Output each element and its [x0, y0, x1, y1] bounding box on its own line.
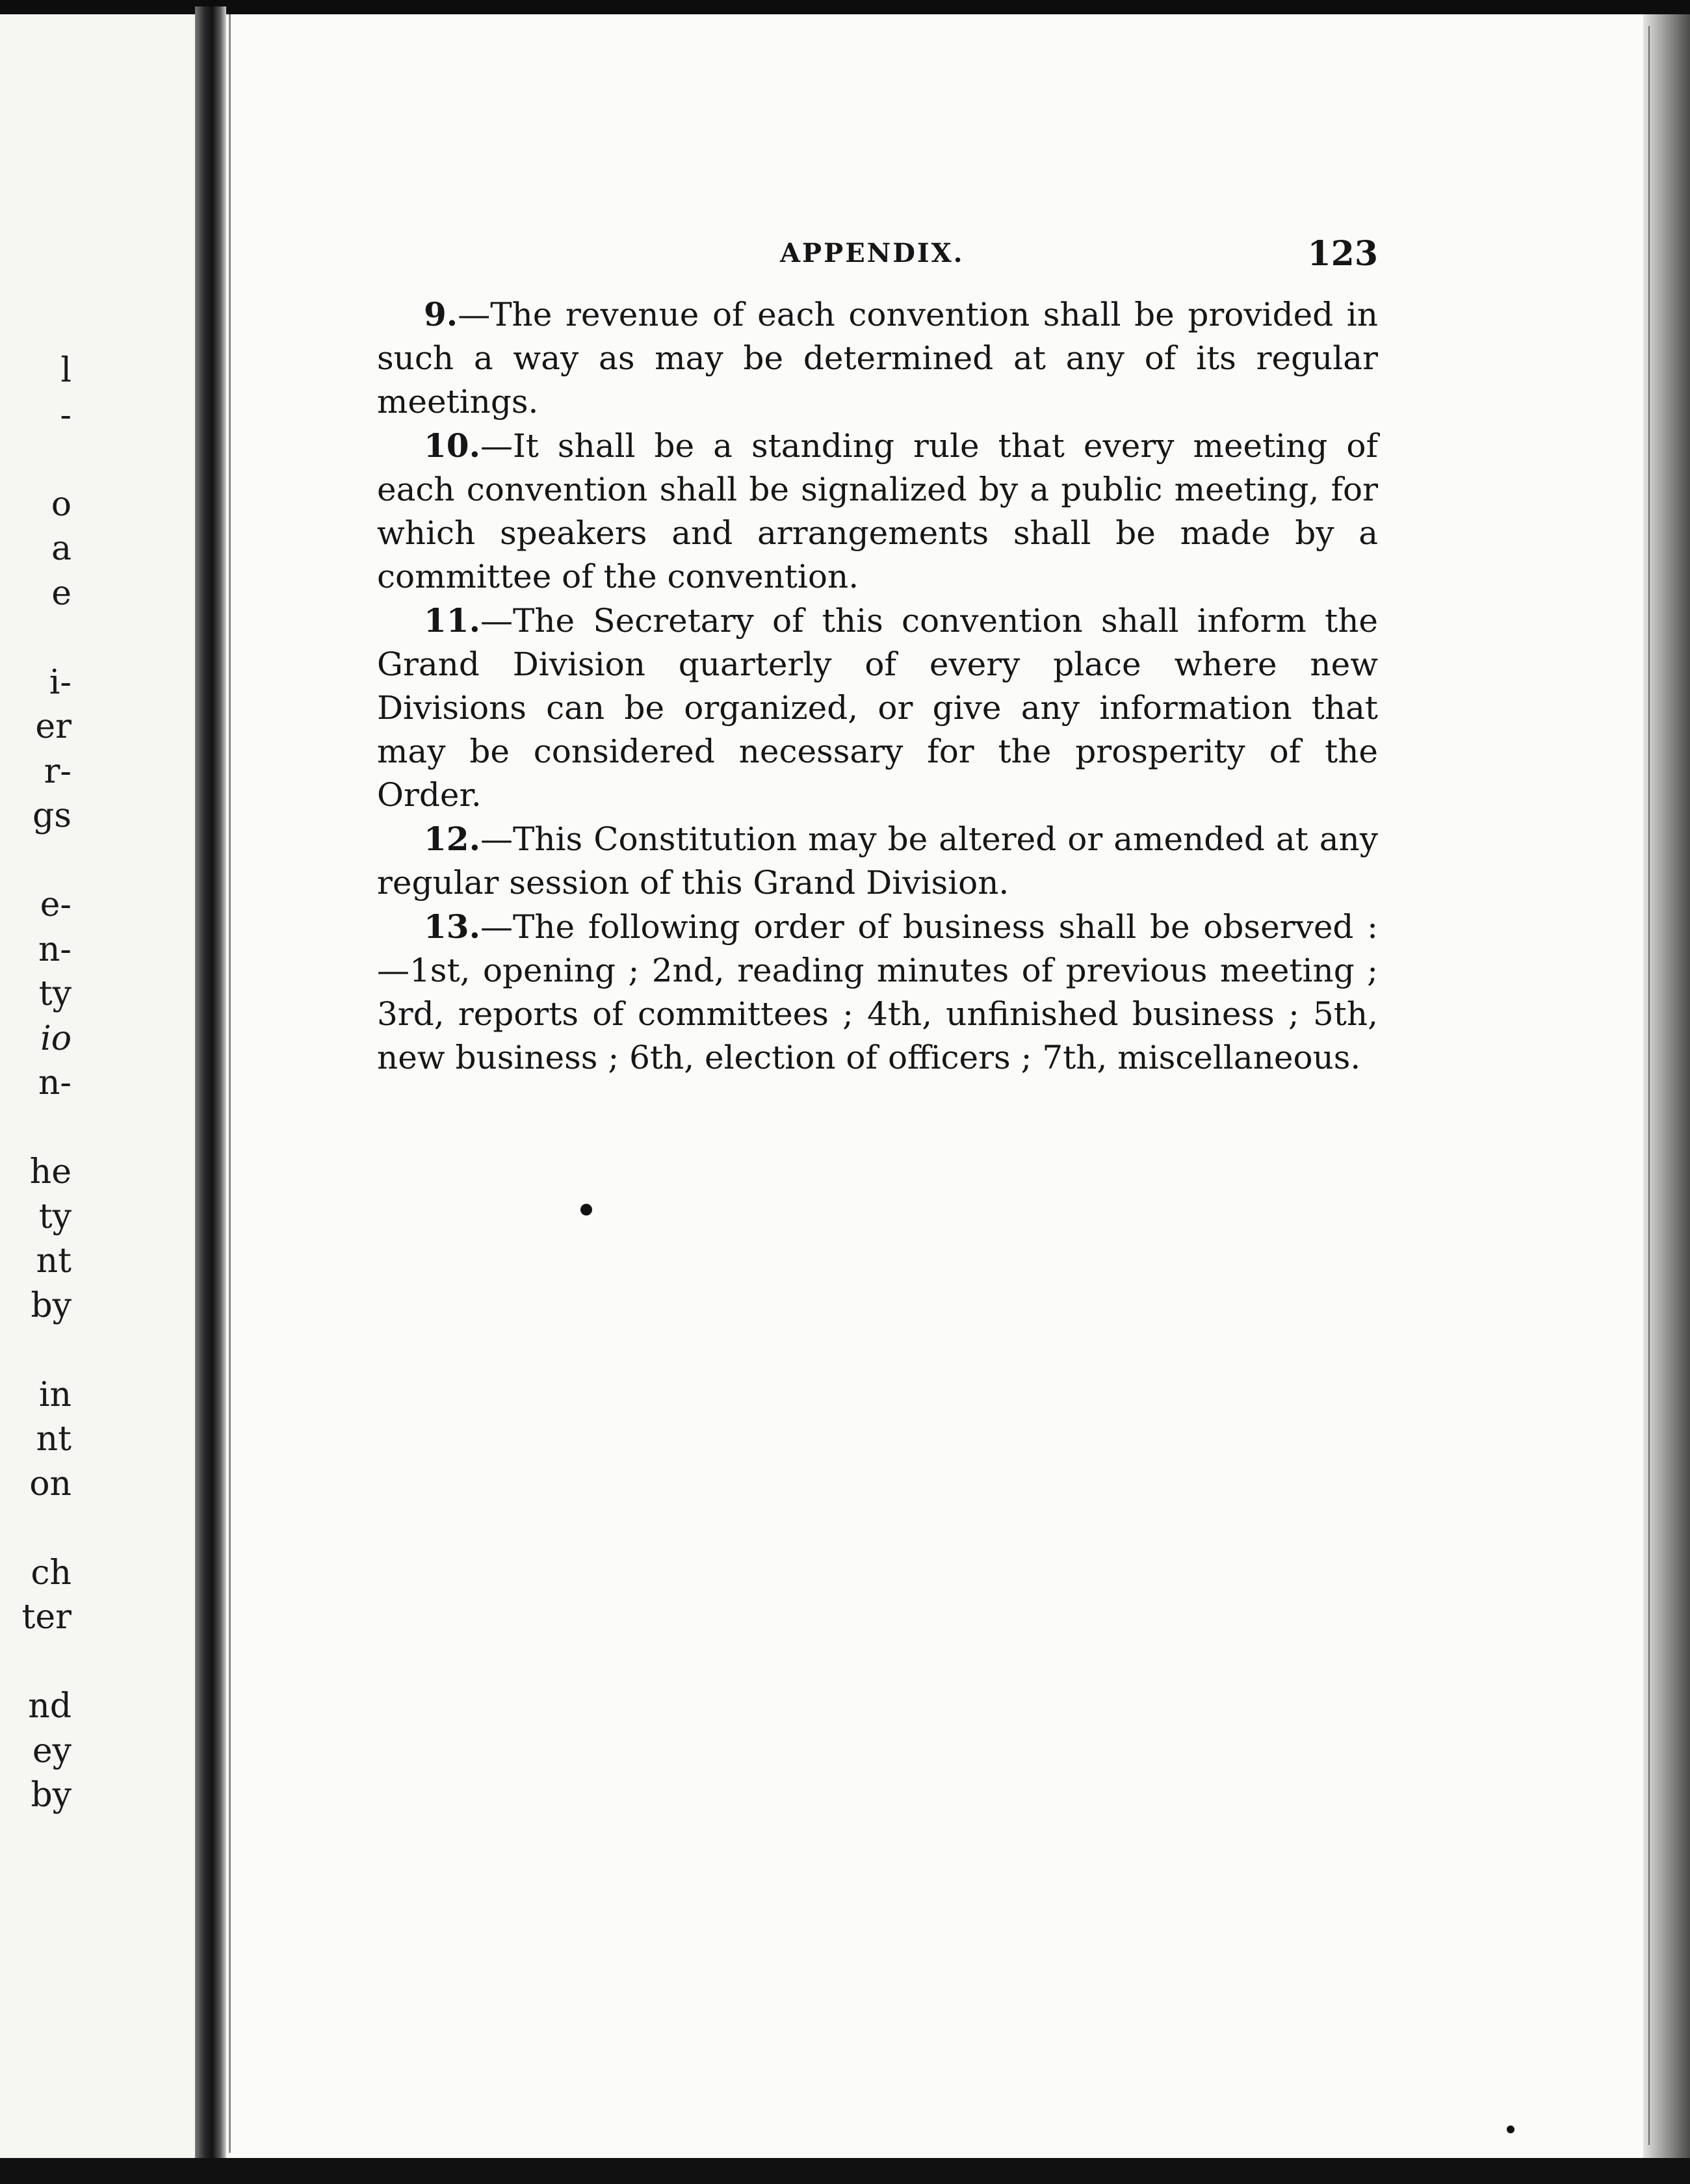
left-page-fragment: l: [60, 351, 72, 390]
left-page-fragment: i-: [49, 662, 72, 702]
left-page-fragment: nd: [28, 1687, 72, 1726]
book-page: [377, 221, 1378, 1080]
right-edge-line: [1648, 26, 1650, 2145]
left-page-fragment: n-: [38, 930, 72, 969]
left-page-fragment: n-: [38, 1063, 72, 1102]
running-title: APPENDIX.: [780, 238, 965, 268]
left-page-fragment: he: [29, 1152, 72, 1191]
clause-number: 10.: [424, 426, 480, 465]
left-page-fragment: ey: [32, 1731, 72, 1771]
clause-text: —It shall be a standing rule that every meeting of each convention shall be signalized by a public meeting, for which speakers and arrangements shall be made by a committee of the convention.: [377, 427, 1378, 595]
gutter-line: [229, 14, 231, 2153]
ink-speck: [580, 1204, 592, 1216]
clause-11: [377, 599, 1378, 817]
left-page-fragment: r-: [44, 751, 72, 791]
clause-text: —The following order of business shall be observed :—1st, opening ; 2nd, reading minutes of previous meeting ; 3rd, reports of committees ; 4th, unfinished business ; 5th, new business ; 6th, election of officers ; 7th, miscellaneous.: [377, 908, 1378, 1076]
left-page-fragment: [0, 1506, 72, 1551]
left-page-fragment: nt: [36, 1242, 72, 1280]
left-page-fragment: [0, 1328, 72, 1373]
left-page-fragment: in: [38, 1375, 72, 1414]
left-page-fragment: o: [51, 484, 72, 524]
left-page-fragment: ty: [38, 974, 72, 1013]
clause-text: —The revenue of each convention shall be provided in such a way as may be determined at any of its regular meetings.: [377, 296, 1378, 421]
left-page-fragment: [0, 437, 72, 482]
left-page-fragment: nt: [36, 1420, 72, 1459]
left-page-fragment: [0, 838, 72, 883]
book-gutter: [195, 6, 226, 2164]
clause-number: 12.: [424, 820, 480, 858]
page-number: 123: [1307, 234, 1378, 274]
clause-13: [377, 905, 1378, 1080]
left-page-fragment: by: [31, 1286, 72, 1325]
left-page-fragment: -: [60, 395, 72, 435]
clause-list: [377, 292, 1378, 1080]
running-head: [377, 221, 1378, 292]
ink-speck: [1507, 2126, 1514, 2133]
left-page-fragment: io: [40, 1019, 72, 1058]
clause-text: —The Secretary of this convention shall inform the Grand Division quarterly of every place where new Divisions can be organized, or give any information that may be considered necessary for the prosperity of the Order.: [377, 602, 1378, 814]
left-page-fragment: ch: [31, 1553, 72, 1592]
right-page-edge: [1643, 14, 1690, 2158]
left-page-fragment: gs: [32, 796, 72, 835]
clause-9: [377, 292, 1378, 424]
clause-12: [377, 817, 1378, 905]
left-page-fragment: e-: [40, 885, 72, 924]
left-page-fragment: [0, 1640, 72, 1685]
clause-10: [377, 424, 1378, 599]
left-page-fragment: er: [35, 707, 72, 746]
left-page-fragment: ter: [21, 1598, 72, 1637]
clause-number: 11.: [424, 601, 480, 640]
left-page-fragment: a: [51, 529, 72, 568]
left-page-fragment: on: [29, 1464, 72, 1503]
clause-number: 9.: [424, 295, 458, 333]
left-page-fragment: by: [31, 1776, 72, 1815]
clause-text: —This Constitution may be altered or amended at any regular session of this Grand Division.: [377, 820, 1378, 902]
clause-number: 13.: [424, 907, 480, 946]
scan-top-edge: [0, 0, 1690, 14]
left-page-fragment: [0, 1106, 72, 1150]
left-page-fragment: ty: [38, 1197, 72, 1236]
left-page-fragment: e: [51, 573, 72, 613]
scan-bottom-edge: [0, 2158, 1690, 2184]
left-page-fragment: [0, 616, 72, 660]
left-page-text-fragments: [0, 348, 72, 1818]
